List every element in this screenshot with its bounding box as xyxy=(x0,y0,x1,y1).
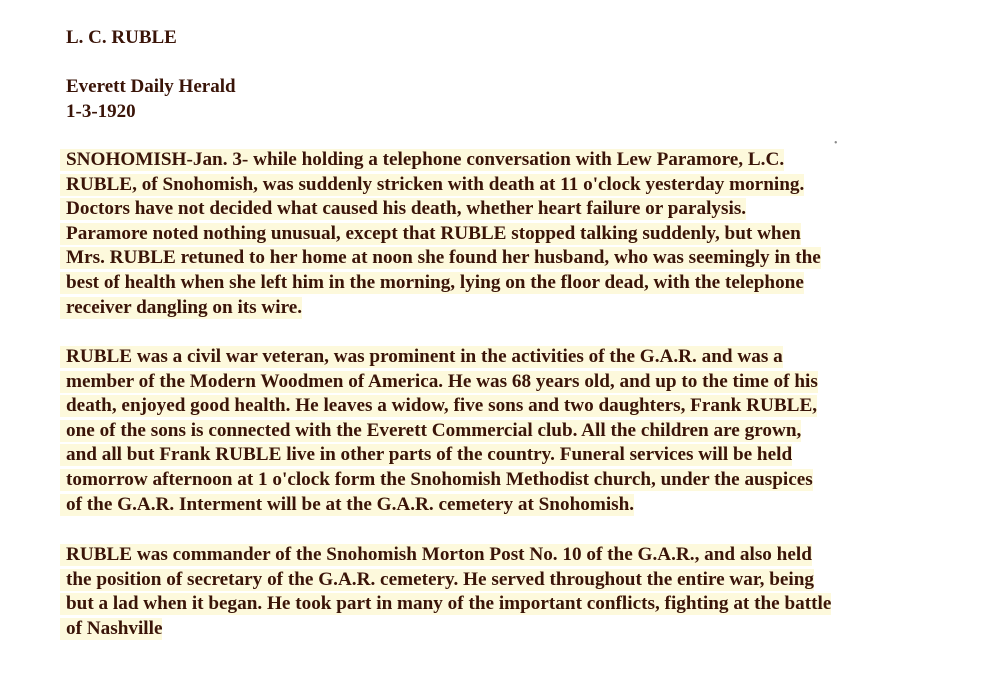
paragraph-line: of the G.A.R. Interment will be at the G.A.R. cemetery at Snohomish. xyxy=(60,494,634,516)
paragraph-line: one of the sons is connected with the Everett Commercial club. All the children are grown, xyxy=(60,420,801,442)
paragraph-line: receiver dangling on its wire. xyxy=(60,297,302,319)
paragraph-line: and all but Frank RUBLE live in other parts of the country. Funeral services will be held xyxy=(60,444,792,466)
paragraph-line: RUBLE was a civil war veteran, was prominent in the activities of the G.A.R. and was a xyxy=(60,346,783,368)
publication-date: 1-3-1920 xyxy=(66,101,136,122)
paragraph-line: Paramore noted nothing unusual, except that RUBLE stopped talking suddenly, but when xyxy=(60,223,801,245)
paragraph-2 xyxy=(60,346,980,518)
paragraph-line: tomorrow afternoon at 1 o'clock form the Snohomish Methodist church, under the auspices xyxy=(60,469,813,491)
paragraph-line: member of the Modern Woodmen of America. He was 68 years old, and up to the time of his xyxy=(60,371,818,393)
newspaper-name: Everett Daily Herald xyxy=(66,76,236,97)
paragraph-line: death, enjoyed good health. He leaves a widow, five sons and two daughters, Frank RUBLE, xyxy=(60,395,817,417)
paragraph-3 xyxy=(60,544,980,642)
paragraph-line: RUBLE was commander of the Snohomish Morton Post No. 10 of the G.A.R., and also held xyxy=(60,544,812,566)
obituary-name: L. C. RUBLE xyxy=(66,27,177,48)
paragraph-line: Mrs. RUBLE retuned to her home at noon she found her husband, who was seemingly in the xyxy=(60,247,821,269)
paragraph-1 xyxy=(60,149,980,321)
paragraph-line: best of health when she left him in the morning, lying on the floor dead, with the telephone xyxy=(60,272,804,294)
paragraph-line: of Nashville xyxy=(60,618,162,640)
paragraph-line: SNOHOMISH-Jan. 3- while holding a telephone conversation with Lew Paramore, L.C. xyxy=(60,149,784,171)
scan-speck: • xyxy=(834,138,838,149)
paragraph-line: RUBLE, of Snohomish, was suddenly stricken with death at 11 o'clock yesterday morning. xyxy=(60,174,804,196)
paragraph-line: the position of secretary of the G.A.R. cemetery. He served throughout the entire war, being xyxy=(60,569,814,591)
paragraph-line: Doctors have not decided what caused his death, whether heart failure or paralysis. xyxy=(60,198,746,220)
paragraph-line: but a lad when it began. He took part in many of the important conflicts, fighting at the battle xyxy=(60,593,831,615)
